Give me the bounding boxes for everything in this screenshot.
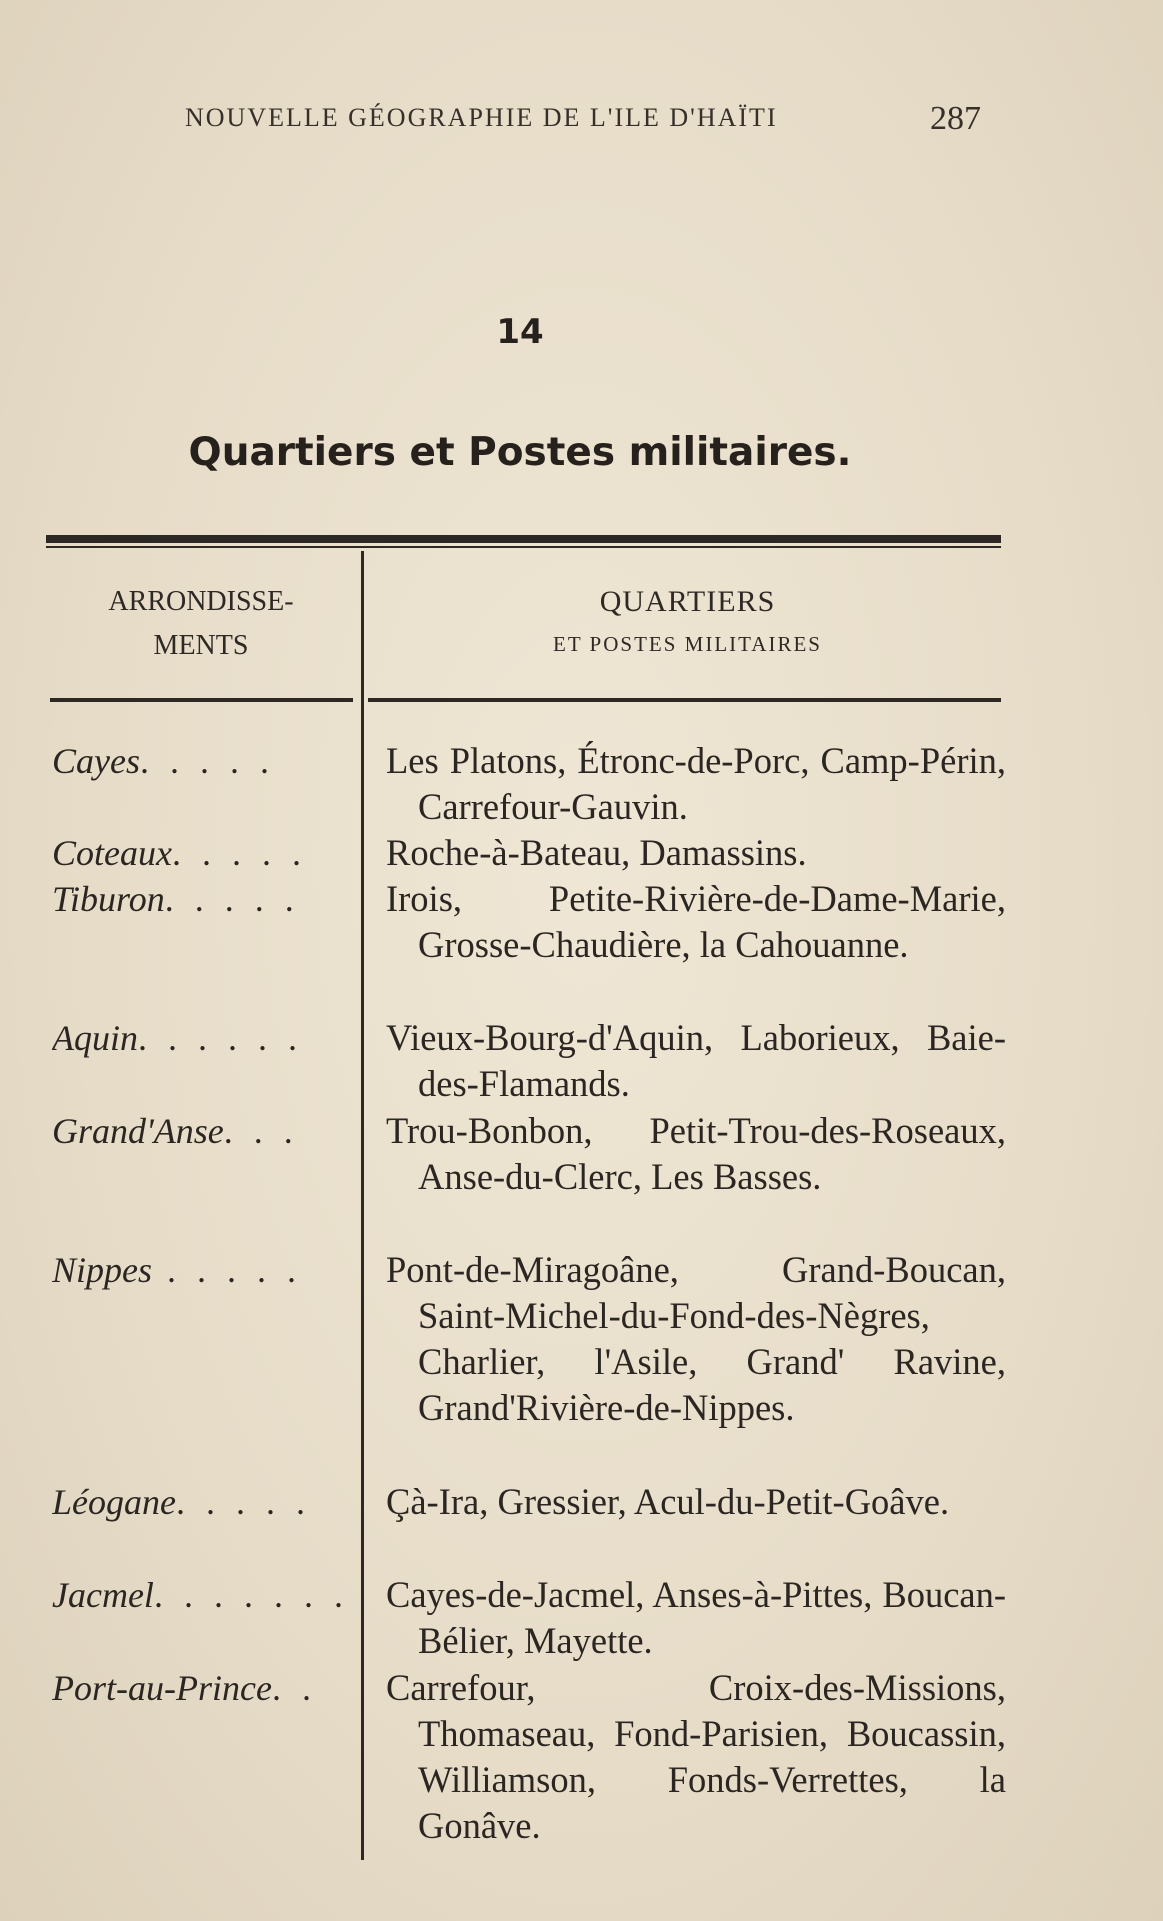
- dot-leader: . . . . .: [175, 1482, 311, 1522]
- quartiers-list: Vieux-Bourg-d'Aquin, Laborieux, Baie-des-Flamands.: [386, 1017, 1006, 1104]
- quartiers-list: Trou-Bonbon, Petit-Trou-des-Roseaux, Anse-du-Clerc, Les Basses.: [386, 1110, 1006, 1197]
- arrondissement-label: Coteaux: [52, 833, 172, 873]
- arrondissement-label: Tiburon: [52, 879, 165, 919]
- arrondissement-label: Jacmel: [52, 1575, 154, 1615]
- quartiers-text: [386, 1479, 1006, 1525]
- arrondissement-label: Grand'Anse: [52, 1111, 224, 1151]
- arrondissement-label: Cayes: [52, 741, 140, 781]
- dot-leader: . . .: [223, 1111, 299, 1151]
- arrondissement-label: Port-au-Prince: [52, 1668, 272, 1708]
- quartiers-list: Cayes-de-Jacmel, Anses-à-Pittes, Boucan-Bélier, Mayette.: [386, 1574, 1006, 1661]
- quartiers-text: [386, 1015, 1006, 1107]
- dot-leader: . . . . .: [164, 879, 300, 919]
- arrondissement-label: Nippes: [52, 1250, 153, 1290]
- header-right-line2: ET POSTES MILITAIRES: [553, 632, 822, 656]
- table-top-rule-thin: [46, 546, 1001, 548]
- dot-leader: . . . . .: [139, 741, 275, 781]
- quartiers-text: [386, 1108, 1006, 1200]
- quartiers-list: Les Platons, Étronc-de-Porc, Camp-Périn, Carrefour-Gauvin.: [386, 740, 1006, 827]
- dot-leader: . .: [271, 1668, 317, 1708]
- arrondissement-name: [52, 1015, 360, 1061]
- header-left-line1: ARRONDISSE-: [108, 586, 294, 617]
- quartiers-list: Çà-Ira, Gressier, Acul-du-Petit-Goâve.: [386, 1481, 950, 1522]
- arrondissement-label: Léogane: [52, 1482, 176, 1522]
- header-right-line1: QUARTIERS: [599, 585, 776, 618]
- header-arrondissements: [46, 580, 356, 668]
- arrondissement-name: [52, 876, 360, 922]
- quartiers-list: Roche-à-Bateau, Damassins.: [386, 832, 807, 873]
- quartiers-list: Pont-de-Miragoâne, Grand-Boucan, Saint-Michel-du-Fond-des-Nègres, Charlier, l'Asile, Grand' Ravine, Grand'Rivière-de-Nippes.: [386, 1249, 1006, 1428]
- header-rule-left: [50, 698, 353, 702]
- page-number: 287: [930, 100, 981, 137]
- dot-leader: . . . . . . .: [153, 1575, 349, 1615]
- header-left-line2: MENTS: [153, 630, 249, 661]
- column-divider: [361, 551, 364, 1860]
- dot-leader: . . . . .: [152, 1250, 303, 1290]
- quartiers-text: [386, 1247, 1006, 1431]
- dot-leader: . . . . . .: [138, 1018, 303, 1058]
- quartiers-text: [386, 738, 1006, 830]
- quartiers-text: [386, 830, 1006, 876]
- arrondissement-name: [52, 738, 360, 784]
- arrondissement-name: [52, 1665, 360, 1711]
- quartiers-list: Irois, Petite-Rivière-de-Dame-Marie, Grosse-Chaudière, la Cahouanne.: [386, 878, 1006, 965]
- arrondissement-name: [52, 1108, 360, 1154]
- arrondissement-name: [52, 1572, 360, 1618]
- quartiers-text: [386, 1572, 1006, 1664]
- section-title: Quartiers et Postes militaires.: [188, 430, 852, 475]
- arrondissement-name: [52, 830, 360, 876]
- header-quartiers: [370, 578, 1005, 662]
- arrondissement-label: Aquin: [52, 1018, 138, 1058]
- section-number: 14: [496, 312, 544, 352]
- running-head: NOUVELLE GÉOGRAPHIE DE L'ILE D'HAÏTI: [185, 103, 778, 132]
- quartiers-text: [386, 876, 1006, 968]
- quartiers-text: [386, 1665, 1006, 1849]
- arrondissement-name: [52, 1247, 360, 1293]
- dot-leader: . . . . .: [171, 833, 307, 873]
- quartiers-list: Carrefour, Croix-des-Missions, Thomaseau, Fond-Parisien, Boucassin, Williamson, Fonds-Verrettes, la Gonâve.: [386, 1667, 1006, 1846]
- header-rule-right: [368, 698, 1001, 702]
- arrondissement-name: [52, 1479, 360, 1525]
- table-top-rule: [46, 535, 1001, 543]
